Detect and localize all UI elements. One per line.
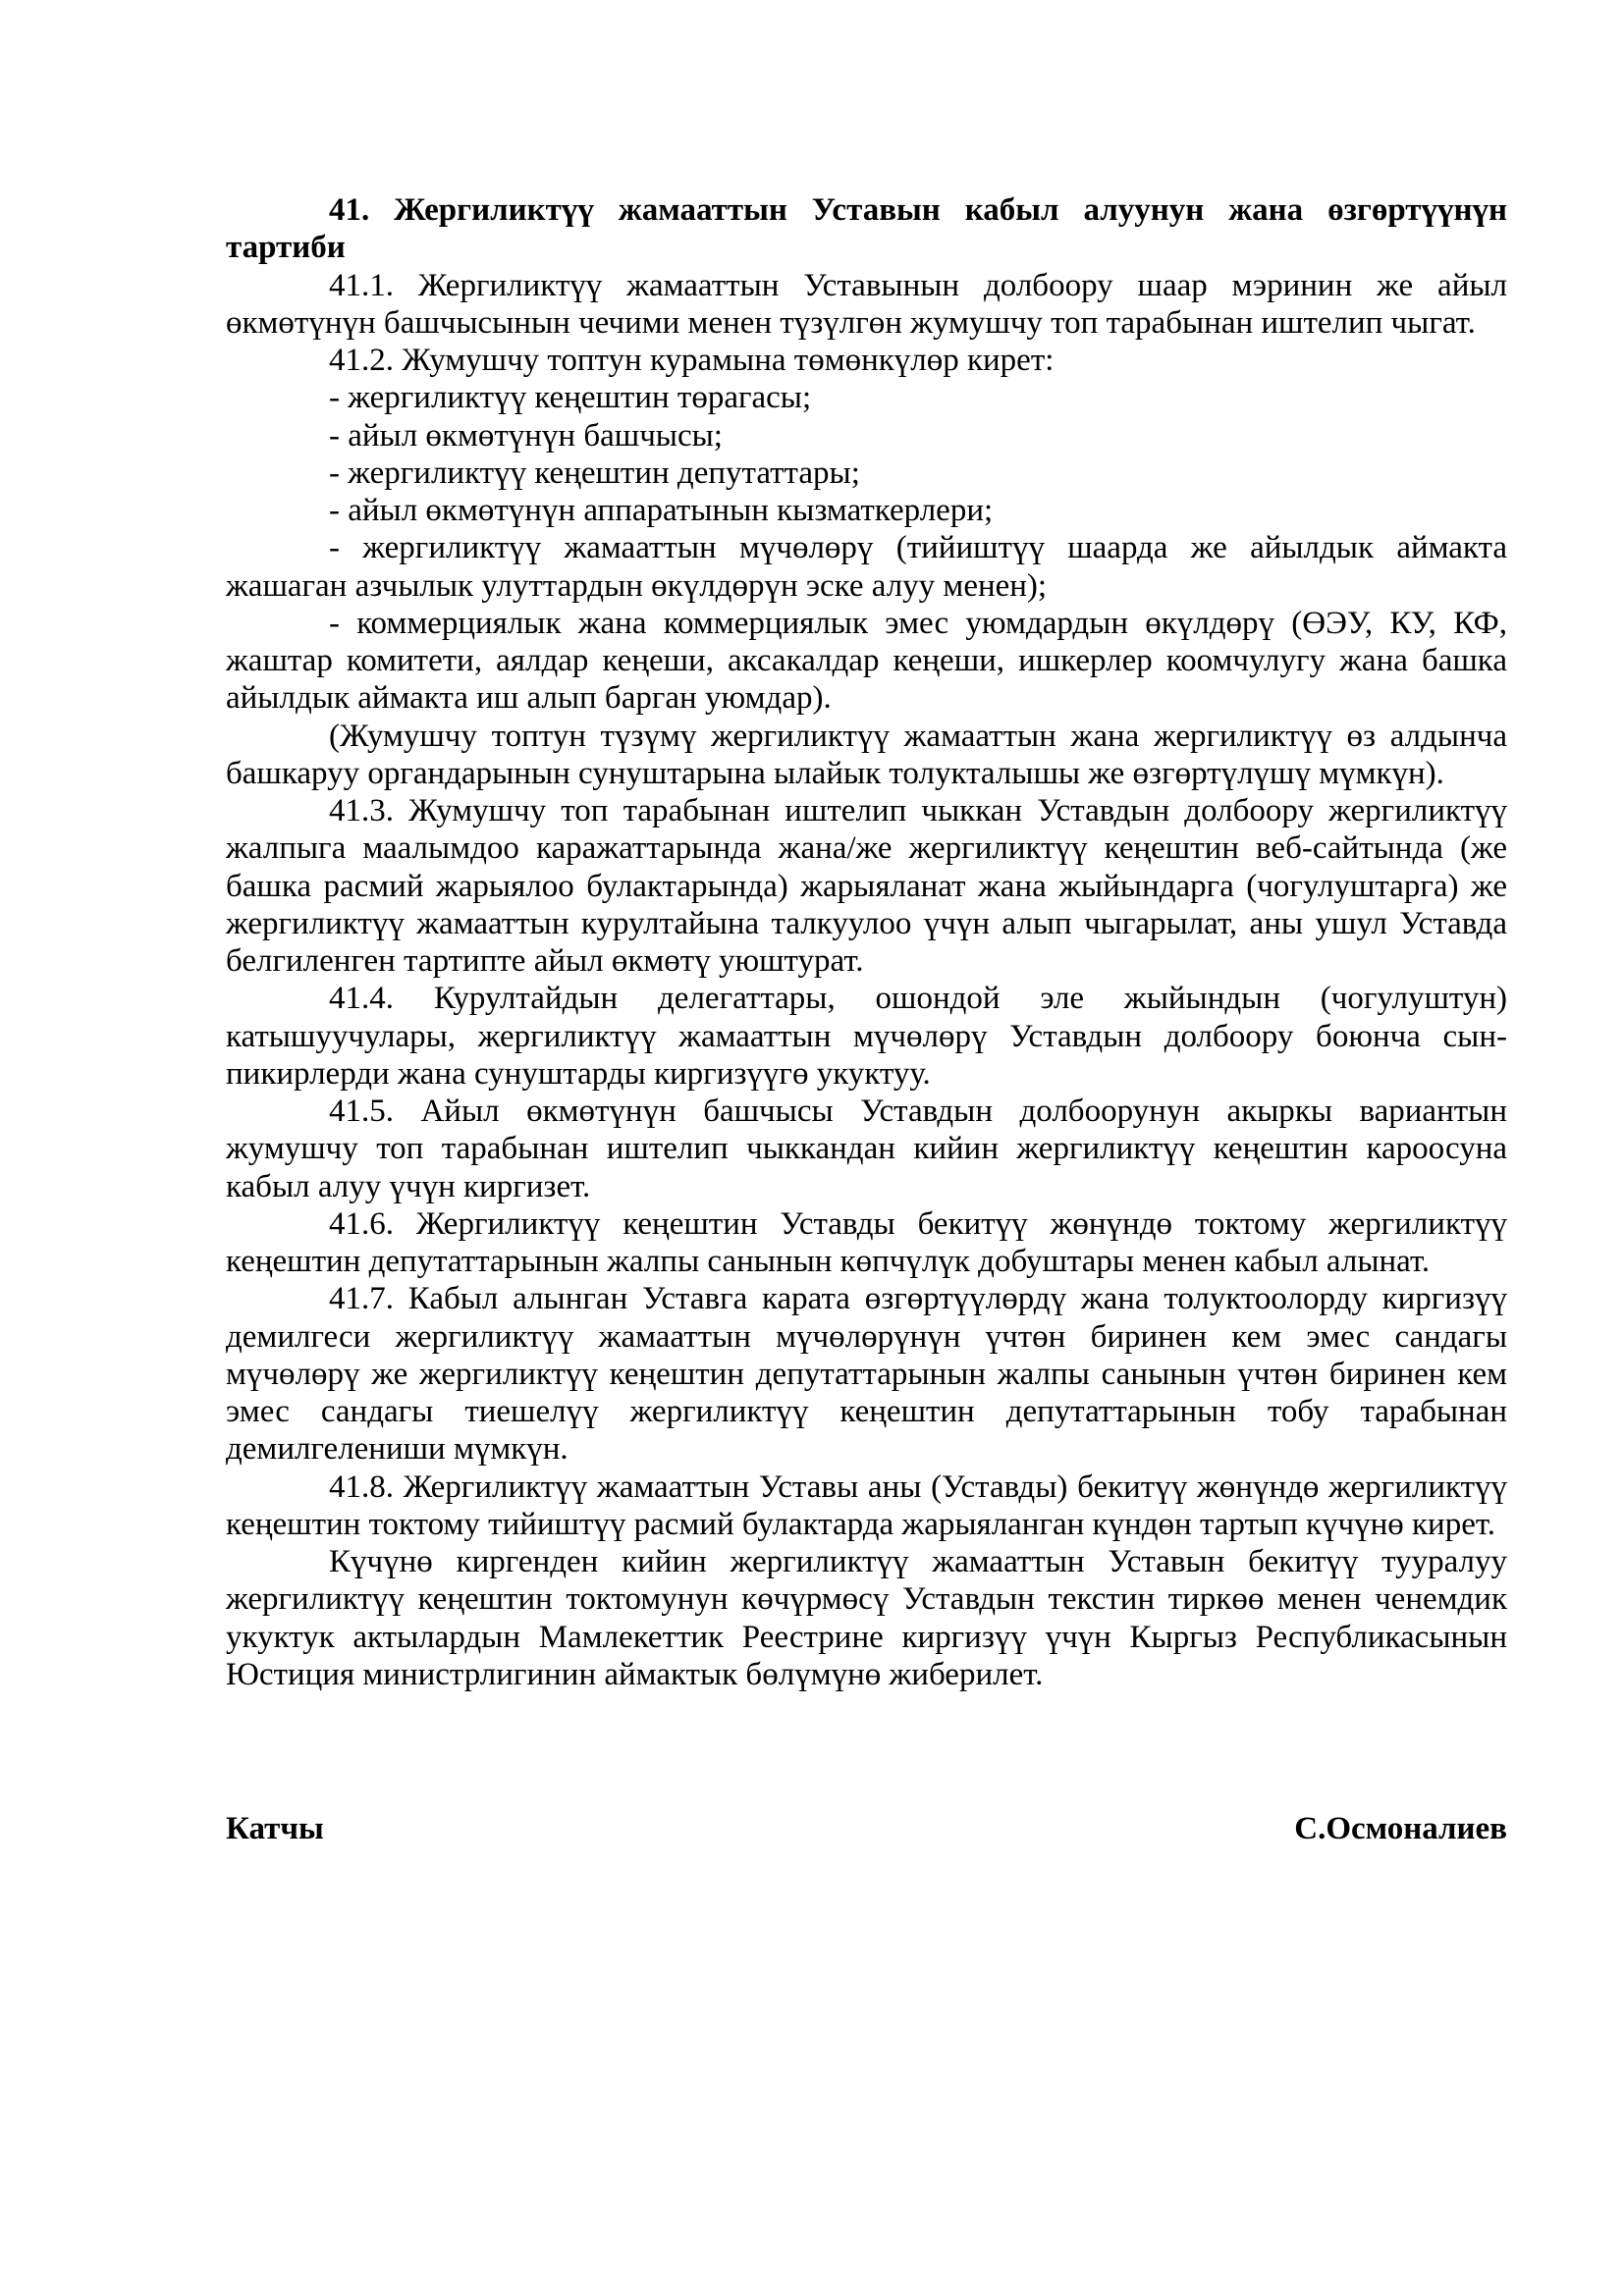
list-item-council-chairman: - жергиликтүү кеңештин төрагасы; [329,380,812,416]
list-item-organizations: - коммерциялык жана коммерциялык эмес уюмдардын өкүлдөрү (ӨЭУ, КУ, КФ, жаштар комитети, аялдар кеңеши, аксакалдар кеңеши, ишкерлер коомчулугу жана башка айылдык аймакта иш алып барган уюмдар). [226,605,1507,717]
list-item-community-members: - жергиликтүү жамааттын мүчөлөрү (тийиштүү шаарда же айылдык аймакта жашаган азчылык улуттардын өкүлдөрүн эске алуу менен); [226,530,1507,604]
para-41-6: 41.6. Жергиликтүү кеңештин Уставды бекитүү жөнүндө токтому жергиликтүү кеңештин депутаттарынын жалпы санынын көпчүлүк добуштары менен кабыл алынат. [226,1205,1507,1279]
section-heading: 41. Жергиликтүү жамааттын Уставын кабыл алуунун жана өзгөртүүнүн тартиби [226,192,1507,266]
list-item-apparatus-staff: - айыл өкмөтүнүн аппаратынын кызматкерлери; [329,493,994,528]
signature-name: С.Осмоналиев [1294,1811,1507,1846]
para-41-8: 41.8. Жергиликтүү жамааттын Уставы аны (Уставды) бекитүү жөнүндө жергиликтүү кеңештин токтому тийиштүү расмий булактарда жарыяланган күндөн тартып күчүнө кирет. [226,1468,1507,1542]
para-41-1: 41.1. Жергиликтүү жамааттын Уставынын долбоору шаар мэринин же айыл өкмөтүнүн башчысынын чечими менен түзүлгөн жумушчу топ тарабынан иштелип чыгат. [226,267,1507,341]
para-working-group-note: (Жумушчу топтун түзүмү жергиликтүү жамааттын жана жергиликтүү өз алдынча башкаруу органдарынын сунуштарына ылайык толукталышы же өзгөртүлүшү мүмкүн). [226,718,1507,791]
para-41-4: 41.4. Курултайдын делегаттары, ошондой эле жыйындын (чогулуштун) катышуучулары, жергиликтүү жамааттын мүчөлөрү Уставдын долбоору боюнча сын-пикирлерди жана сунуштарды киргизүүгө укуктуу. [226,981,1507,1092]
para-41-7: 41.7. Кабыл алынган Уставга карата өзгөртүүлөрдү жана толуктоолорду киргизүү демилгеси жергиликтүү жамааттын мүчөлөрүнүн үчтөн биринен кем эмес сандагы мүчөлөрү же жергиликтүү кеңештин депутаттарынын жалпы санынын үчтөн биринен кем эмес сандагы тиешелүү жергиликтүү кеңештин депутаттарынын тобу тарабынан демилгелениши мүмкүн. [226,1281,1507,1468]
list-item-council-deputies: - жергиликтүү кеңештин депутаттары; [329,454,860,491]
list-item-aiyl-okmotu-head: - айыл өкмөтүнүн башчысы; [329,417,723,454]
signature-row [226,1810,1507,1847]
para-41-5: 41.5. Айыл өкмөтүнүн башчысы Уставдын долбоорунун акыркы вариантын жумушчу топ тарабынан иштелип чыккандан кийин жергиликтүү кеңештин кароосуна кабыл алуу үчүн киргизет. [226,1094,1507,1204]
signature-role: Катчы [226,1811,324,1846]
para-registry-submission: Күчүнө киргенден кийин жергиликтүү жамааттын Уставын бекитүү тууралуу жергиликтүү кеңештин токтомунун көчүрмөсү Уставдын текстин тиркөө менен ченемдик укуктук актылардын Мамлекеттик Реестрине киргизүү үчүн Кыргыз Республикасынын Юстиция министрлигинин аймактык бөлүмүнө жиберилет. [226,1544,1507,1692]
para-41-3: 41.3. Жумушчу топ тарабынан иштелип чыккан Уставдын долбоору жергиликтүү жалпыга маалымдоо каражаттарында жана/же жергиликтүү кеңештин веб-сайтында (же башка расмий жарыялоо булактарында) жарыяланат жана жыйындарга (чогулуштарга) же жергиликтүү жамааттын курултайына талкуулоо үчүн алып чыгарылат, аны ушул Уставда белгиленген тартипте айыл өкмөтү уюштурат. [226,793,1507,979]
document-body [226,191,1507,1693]
para-41-2: 41.2. Жумушчу топтун курамына төмөнкүлөр кирет: [329,343,1055,378]
